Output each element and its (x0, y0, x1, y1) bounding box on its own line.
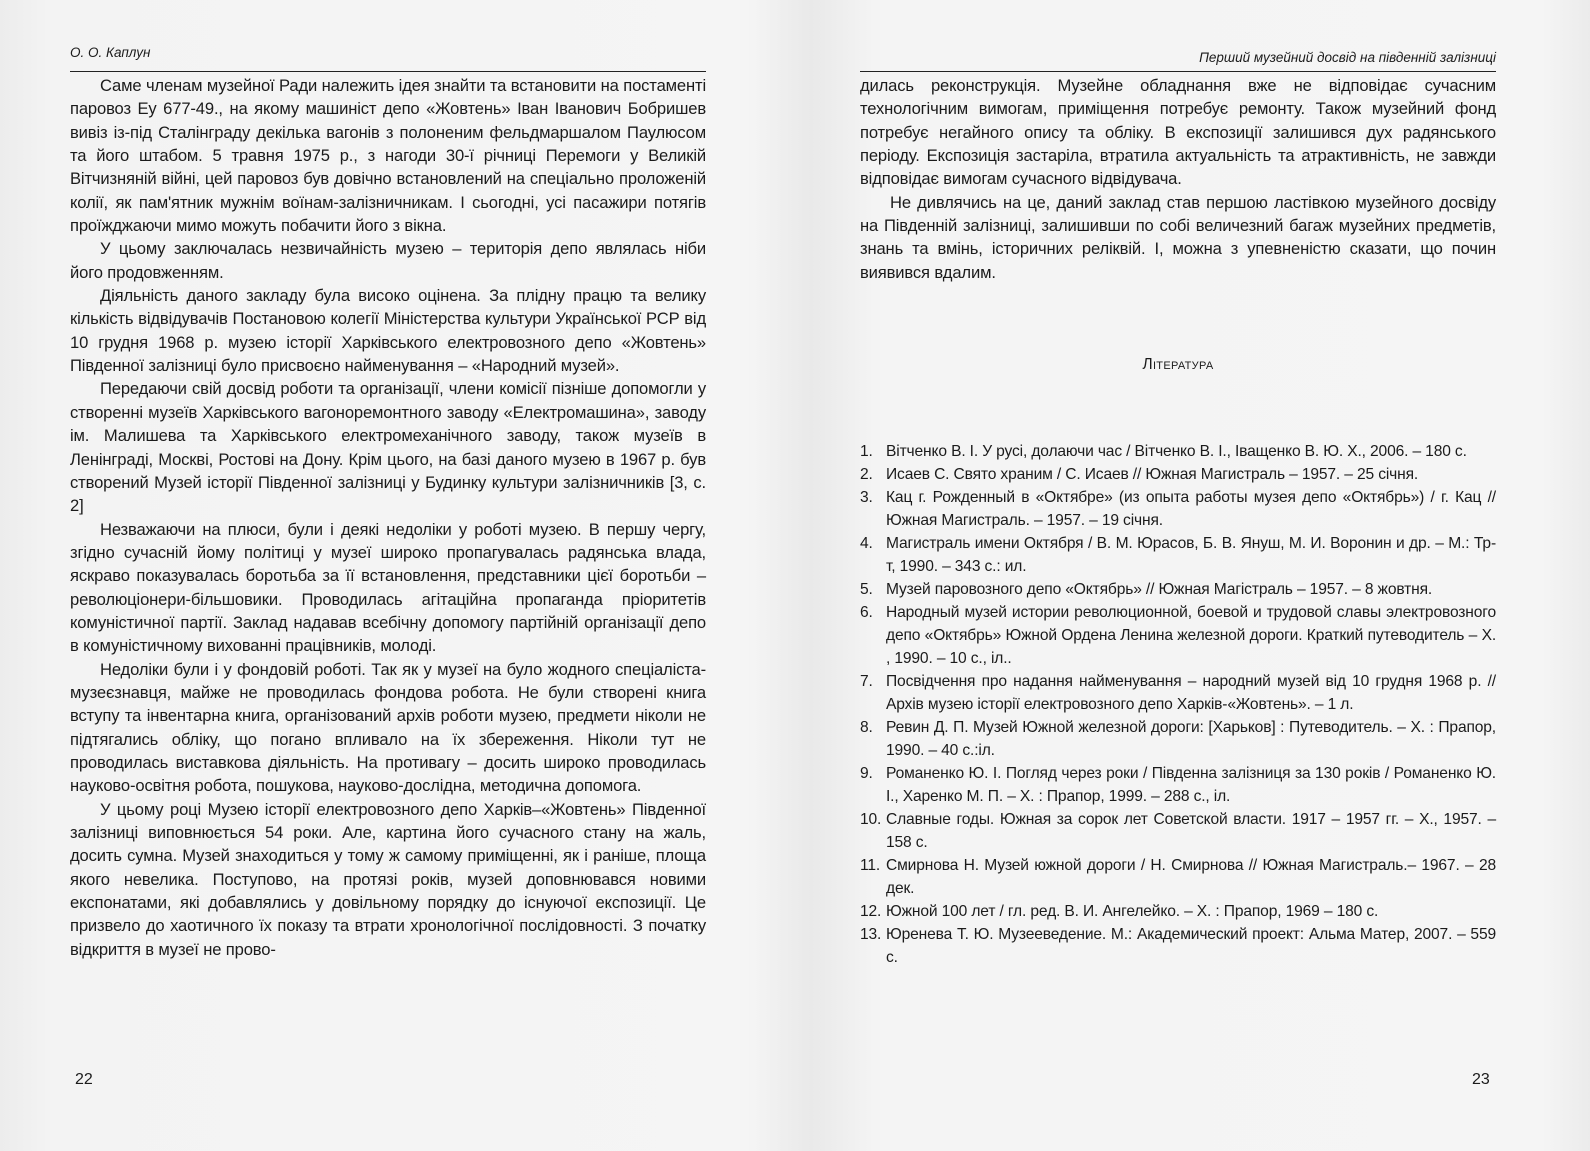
reference-item (860, 762, 1496, 808)
reference-text: Посвідчення про надання найменування – народний музей від 10 грудня 1968 р. // Архів музею історії електровозного депо Харків-«Жовтень». – 1 л. (886, 673, 1496, 713)
right-page-body (860, 74, 1496, 284)
reference-text: Вітченко В. І. У русі, долаючи час / Вітченко В. І., Іващенко В. Ю. Х., 2006. – 180 с. (886, 443, 1467, 460)
reference-text: Смирнова Н. Музей южной дороги / Н. Смирнова // Южная Магистраль.– 1967. – 28 дек. (886, 857, 1496, 897)
reference-number: 3. (860, 489, 873, 506)
reference-text: Романенко Ю. І. Погляд через роки / Південна залізниця за 130 років / Романенко Ю. І., Харенко М. П. – Х. : Прапор, 1999. – 288 с., іл. (886, 765, 1496, 805)
reference-item (860, 854, 1496, 900)
reference-text: Народный музей истории революционной, боевой и трудовой славы электровозного депо «Октябрь» Южной Ордена Ленина железной дороги. Краткий путеводитель – Х. , 1990. – 10 с., іл.. (886, 604, 1496, 667)
reference-text: Ревин Д. П. Музей Южной железной дороги: [Харьков] : Путеводитель. – Х. : Прапор, 1990. – 40 с.:іл. (886, 719, 1496, 759)
reference-number: 4. (860, 535, 873, 552)
reference-item (860, 670, 1496, 716)
reference-item (860, 463, 1496, 486)
reference-item (860, 440, 1496, 463)
literature-heading: Література (1142, 356, 1214, 373)
reference-number: 11. (860, 857, 881, 874)
reference-text: Исаев С. Свято храним / С. Исаев // Южная Магистраль – 1957. – 25 січня. (886, 466, 1419, 483)
reference-item (860, 601, 1496, 670)
reference-text: Славные годы. Южная за сорок лет Советской власти. 1917 – 1957 гг. – Х., 1957. – 158 с. (886, 811, 1496, 851)
reference-number: 1. (860, 443, 873, 460)
reference-text: Музей паровозного депо «Октябрь» // Южная Магістраль – 1957. – 8 жовтня. (886, 581, 1433, 598)
reference-item (860, 900, 1496, 923)
paragraph: Діяльність даного закладу була високо оцінена. За плідну працю та велику кількість відвідувачів Постановою колегії Міністерства культури Української РСР від 10 грудня 1968 р. музею історії Харківського електровозного депо «Жовтень» Південної залізниці було присвоєно найменування – «Народний музей». (70, 286, 706, 376)
reference-number: 8. (860, 719, 873, 736)
paragraph: Незважаючи на плюси, були і деякі недоліки у роботі музею. В першу чергу, згідно сучасній йому політиці у музеї широко пропагувалась радянська влада, яскраво показувалась боротьба за її встановлення, представники цієї боротьби – революціонери-більшовики. Проводилась агітаційна пропаганда пріоритетів комуністичної партії. Заклад надавав всебічну допомогу партійній організації депо в комуністичному вихованні працівників, молоді. (70, 519, 706, 656)
reference-text: Магистраль имени Октября / В. М. Юрасов, Б. В. Януш, М. И. Воронин и др. – М.: Тр-т, 1990. – 343 с.: ил. (886, 535, 1496, 575)
reference-item (860, 716, 1496, 762)
reference-item (860, 578, 1496, 601)
reference-number: 9. (860, 765, 873, 782)
page-number: 23 (1472, 1071, 1490, 1088)
reference-number: 6. (860, 604, 873, 621)
paragraph: Передаючи свій досвід роботи та організації, члени комісії пізніше допомогли у створенні музеїв Харківського вагоноремонтного заводу «Електромашина», заводу ім. Малишева та Харківського електромеханічного заводу, також музеїв в Ленінграді, Москві, Ростові на Дону. Крім цього, на базі даного музею в 1967 р. був створений Музей історії Південної залізниці у Будинку культури залізничників [3, с. 2] (70, 379, 706, 516)
paragraph: У цьому заключалась незвичайність музею – територія депо являлась ніби його продовженням. (70, 239, 706, 282)
reference-number: 7. (860, 673, 873, 690)
paragraph: Не дивлячись на це, даний заклад став першою ластівкою музейного досвіду на Південній залізниці, залишивши по собі величезний багаж музейних предметів, знань та вмінь, історичних реліквій. І, можна з упевненістю сказати, що почин виявився вдалим. (860, 192, 1496, 282)
paragraph: дилась реконструкція. Музейне обладнання вже не відповідає сучасним технологічним вимогам, приміщення потребує ремонту. Також музейний фонд потребує негайного опису та обліку. В експозиції залишився дух радянського періоду. Експозиція застаріла, втратила актуальність та атрактивність, не завжди відповідає вимогам сучасного відвідувача. (860, 76, 1496, 189)
reference-text: Южной 100 лет / гл. ред. В. И. Ангелейко. – Х. : Прапор, 1969 – 180 с. (886, 903, 1379, 920)
running-head-author: О. О. Каплун (70, 45, 151, 60)
reference-list (860, 440, 1496, 969)
reference-item (860, 923, 1496, 969)
paragraph: Недоліки були і у фондовій роботі. Так як у музеї на було жодного спеціаліста-музеєзнавця, майже не проводилась фондова робота. Не були створені книга вступу та інвентарна книга, організований архів роботи музею, предмети ніколи не підтягались обліку, що погано впливало на їх збереження. Ніколи тут не проводилась виставкова діяльність. На противагу – досить широко проводилась науково-освітня робота, пошукова, науково-дослідна, методична допомога. (70, 659, 706, 796)
paragraph: У цьому році Музею історії електровозного депо Харків–«Жовтень» Південної залізниці виповнюється 54 роки. Але, картина його сучасного стану на жаль, досить сумна. Музей знаходиться у тому ж самому приміщенні, як і раніше, площа якого невелика. Поступово, на протязі років, музей доповнювався новими експонатами, які добавлялись у довільному порядку до існуючої експозиції. Це призвело до хаотичного їх показу та втрати хронологічної послідовності. З початку відкриття в музеї не прово- (70, 799, 706, 959)
reference-item (860, 486, 1496, 532)
running-head-title: Перший музейний досвід на південній залізниці (1199, 50, 1496, 65)
reference-text: Юренева Т. Ю. Музееведение. М.: Академический проект: Альма Матер, 2007. – 559 с. (886, 926, 1496, 966)
page-number: 22 (75, 1071, 93, 1088)
reference-item (860, 808, 1496, 854)
reference-number: 2. (860, 466, 873, 483)
header-rule (860, 71, 1496, 72)
header-rule (70, 71, 706, 72)
reference-number: 12. (860, 903, 882, 920)
left-page-body (70, 74, 706, 961)
reference-number: 10. (860, 811, 882, 828)
paragraph: Саме членам музейної Ради належить ідея знайти та встановити на постаменті паровоз Еу 677-49., на якому машиніст депо «Жовтень» Іван Іванович Бобришев вивіз із-під Сталінграду декілька вагонів з полоненим фельдмаршалом Паулюсом та його штабом. 5 травня 1975 р., з нагоди 30-ї річниці Перемоги у Великій Вітчизняній війні, цей паровоз був довічно встановлений на спеціально проложеній колії, як пам'ятник мужнім воїнам-залізничникам. І сьогодні, усі пасажири потягів проїжджаючи мимо можуть побачити його з вікна. (70, 76, 706, 236)
reference-item (860, 532, 1496, 578)
reference-number: 5. (860, 581, 873, 598)
reference-text: Кац г. Рожденный в «Октябре» (из опыта работы музея депо «Октябрь») / г. Кац // Южная Магистраль. – 1957. – 19 січня. (886, 489, 1496, 529)
reference-number: 13. (860, 926, 882, 943)
